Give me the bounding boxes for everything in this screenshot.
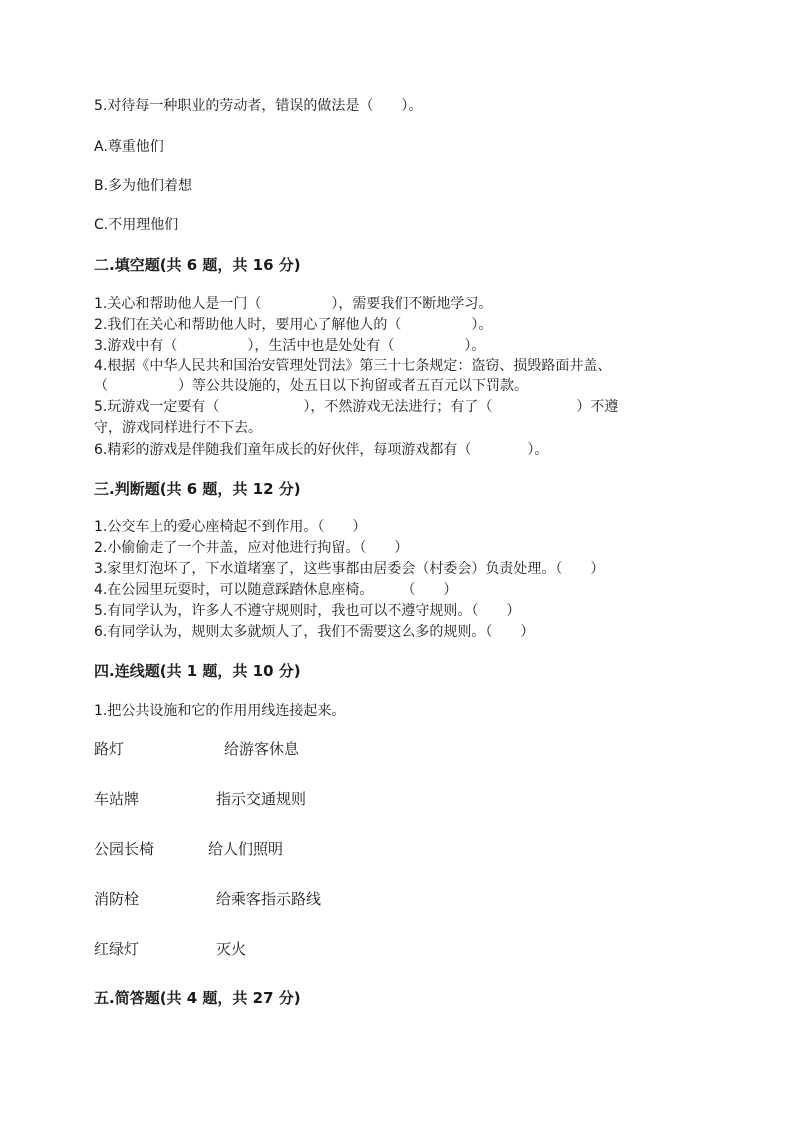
fill-item-3: 3.游戏中有（ ），生活中也是处处有（ ）。 <box>94 338 486 354</box>
fill-item-5-cont: 守，游戏同样进行不下去。 <box>94 420 262 436</box>
question-5-option-c: C.不用理他们 <box>94 217 179 233</box>
match-question: 1.把公共设施和它的作用用线连接起来。 <box>94 703 346 719</box>
fill-item-1: 1.关心和帮助他人是一门（ ），需要我们不断地学习。 <box>94 296 493 312</box>
judge-item-4: 4.在公园里玩耍时，可以随意踩踏休息座椅。 （ ） <box>94 582 458 598</box>
match-right-4: 给乘客指示路线 <box>216 890 322 908</box>
question-5-stem: 5.对待每一种职业的劳动者，错误的做法是（ ）。 <box>94 98 423 114</box>
match-left-2: 车站牌 <box>94 790 140 808</box>
fill-item-5: 5.玩游戏一定要有（ ），不然游戏无法进行；有了（ ）不遵 <box>94 399 619 415</box>
judge-item-2: 2.小偷偷走了一个井盖，应对他进行拘留。（ ） <box>94 540 409 556</box>
match-left-4: 消防栓 <box>94 890 140 908</box>
section-3-heading: 三.判断题(共 6 题，共 12 分) <box>94 480 301 498</box>
section-4-heading: 四.连线题(共 1 题，共 10 分) <box>94 662 301 680</box>
question-5-option-b: B.多为他们着想 <box>94 178 193 194</box>
judge-item-6: 6.有同学认为，规则太多就烦人了，我们不需要这么多的规则。（ ） <box>94 624 535 640</box>
judge-item-5: 5.有同学认为，许多人不遵守规则时，我也可以不遵守规则。（ ） <box>94 603 521 619</box>
match-right-5: 灭火 <box>216 940 247 958</box>
match-left-3: 公园长椅 <box>94 840 155 858</box>
judge-item-3: 3.家里灯泡坏了，下水道堵塞了，这些事都由居委会（村委会）负责处理。（ ） <box>94 561 605 577</box>
fill-item-4: 4.根据《中华人民共和国治安管理处罚法》第三十七条规定：盗窃、损毁路面井盖、 <box>94 358 612 374</box>
match-right-2: 指示交通规则 <box>216 790 307 808</box>
fill-item-6: 6.精彩的游戏是伴随我们童年成长的好伙伴，每项游戏都有（ ）。 <box>94 442 549 458</box>
fill-item-4-cont: （ ）等公共设施的，处五日以下拘留或者五百元以下罚款。 <box>94 378 528 394</box>
match-left-5: 红绿灯 <box>94 940 140 958</box>
section-5-heading: 五.简答题(共 4 题，共 27 分) <box>94 989 301 1007</box>
section-2-heading: 二.填空题(共 6 题，共 16 分) <box>94 256 301 274</box>
match-right-1: 给游客休息 <box>224 740 300 758</box>
question-5-option-a: A.尊重他们 <box>94 139 164 155</box>
match-right-3: 给人们照明 <box>208 840 284 858</box>
judge-item-1: 1.公交车上的爱心座椅起不到作用。（ ） <box>94 519 367 535</box>
match-left-1: 路灯 <box>94 740 125 758</box>
fill-item-2: 2.我们在关心和帮助他人时，要用心了解他人的（ ）。 <box>94 317 493 333</box>
